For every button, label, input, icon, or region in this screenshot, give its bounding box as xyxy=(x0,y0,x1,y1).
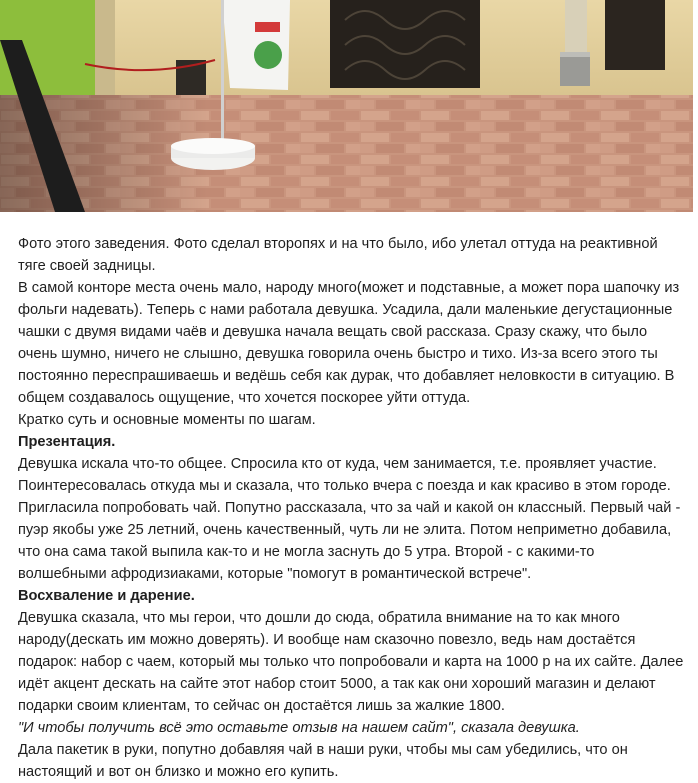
text-line: Фото этого заведения. Фото сделал второпях и на что было, ибо улетал оттуда на реактивной xyxy=(18,236,658,252)
text-line: Девушка сказала, что мы герои, что дошли до сюда, обратила внимание на то как много xyxy=(18,610,620,626)
text-line: народу(дескать им можно доверять). И вообще нам сказочно повезло, ведь нам достаётся xyxy=(18,632,636,648)
text-line: Кратко суть и основные моменты по шагам. xyxy=(18,412,316,428)
quote-line: "И чтобы получить всё это оставьте отзыв на нашем сайт", сказала девушка. xyxy=(18,720,580,736)
text-line: Девушка искала что-то общее. Спросила кто от куда, чем занимается, т.е. проявляет участие. xyxy=(18,456,657,472)
review-text xyxy=(18,233,684,783)
text-line: Дала пакетик в руки, попутно добавляя чай в наши руки, чтобы мы сам убедились, что он xyxy=(18,742,628,758)
text-line: Пригласила попробовать чай. Попутно рассказала, что за чай и какой он классный. Первый чай - xyxy=(18,500,681,516)
text-line: волшебными афродизиаками, которые "помогут в романтической встрече". xyxy=(18,566,532,582)
text-line: постоянно переспрашиваешь и ведёшь себя как дурак, что добавляет неловкости в ситуацию. В xyxy=(18,368,675,384)
section-heading: Презентация. xyxy=(18,434,116,450)
text-line: Поинтересовалась откуда мы и сказала, что только вчера с поезда и как красиво в этом городе. xyxy=(18,478,671,494)
street-photo-icon xyxy=(0,0,693,212)
street-photo xyxy=(0,0,693,212)
section-heading: Восхваление и дарение. xyxy=(18,588,195,604)
text-line: В самой конторе места очень мало, народу много(может и подставные, а может пора шапочку из xyxy=(18,280,680,296)
text-line: пуэр якобы уже 25 летний, очень качественный, чуть ли не элита. Потом неприметно добавила, xyxy=(18,522,672,538)
text-line: очень шумно, ничего не слышно, девушка говорила очень быстро и тихо. Из-за всего этого ты xyxy=(18,346,658,362)
text-line: подарки своим клиентам, то сейчас он достаётся лишь за жалкие 1800. xyxy=(18,698,505,714)
text-line: идёт акцент дескать на сайте этот набор стоит 5000, а так как они хороший магазин и делают xyxy=(18,676,656,692)
text-line: что она сама такой выпила как-то и не могла заснуть до 5 утра. Второй - с какими-то xyxy=(18,544,595,560)
text-line: фольги надевать). Теперь с нами работала девушка. Усадила, дали маленькие дегустационные xyxy=(18,302,673,318)
text-line: общем создавалось ощущение, что хочется поскорее уйти оттуда. xyxy=(18,390,471,406)
text-line: настоящий и вот он близко и можно его купить. xyxy=(18,764,339,780)
text-line: подарок: набор с чаем, который мы только что попробовали и карта на 1000 р на их сайте. Далее xyxy=(18,654,684,670)
text-line: чашки с двумя видами чаёв и девушка начала вещать свой рассказа. Сразу скажу, что было xyxy=(18,324,648,340)
photo-border xyxy=(693,0,698,212)
text-line: тяге своей задницы. xyxy=(18,258,156,274)
